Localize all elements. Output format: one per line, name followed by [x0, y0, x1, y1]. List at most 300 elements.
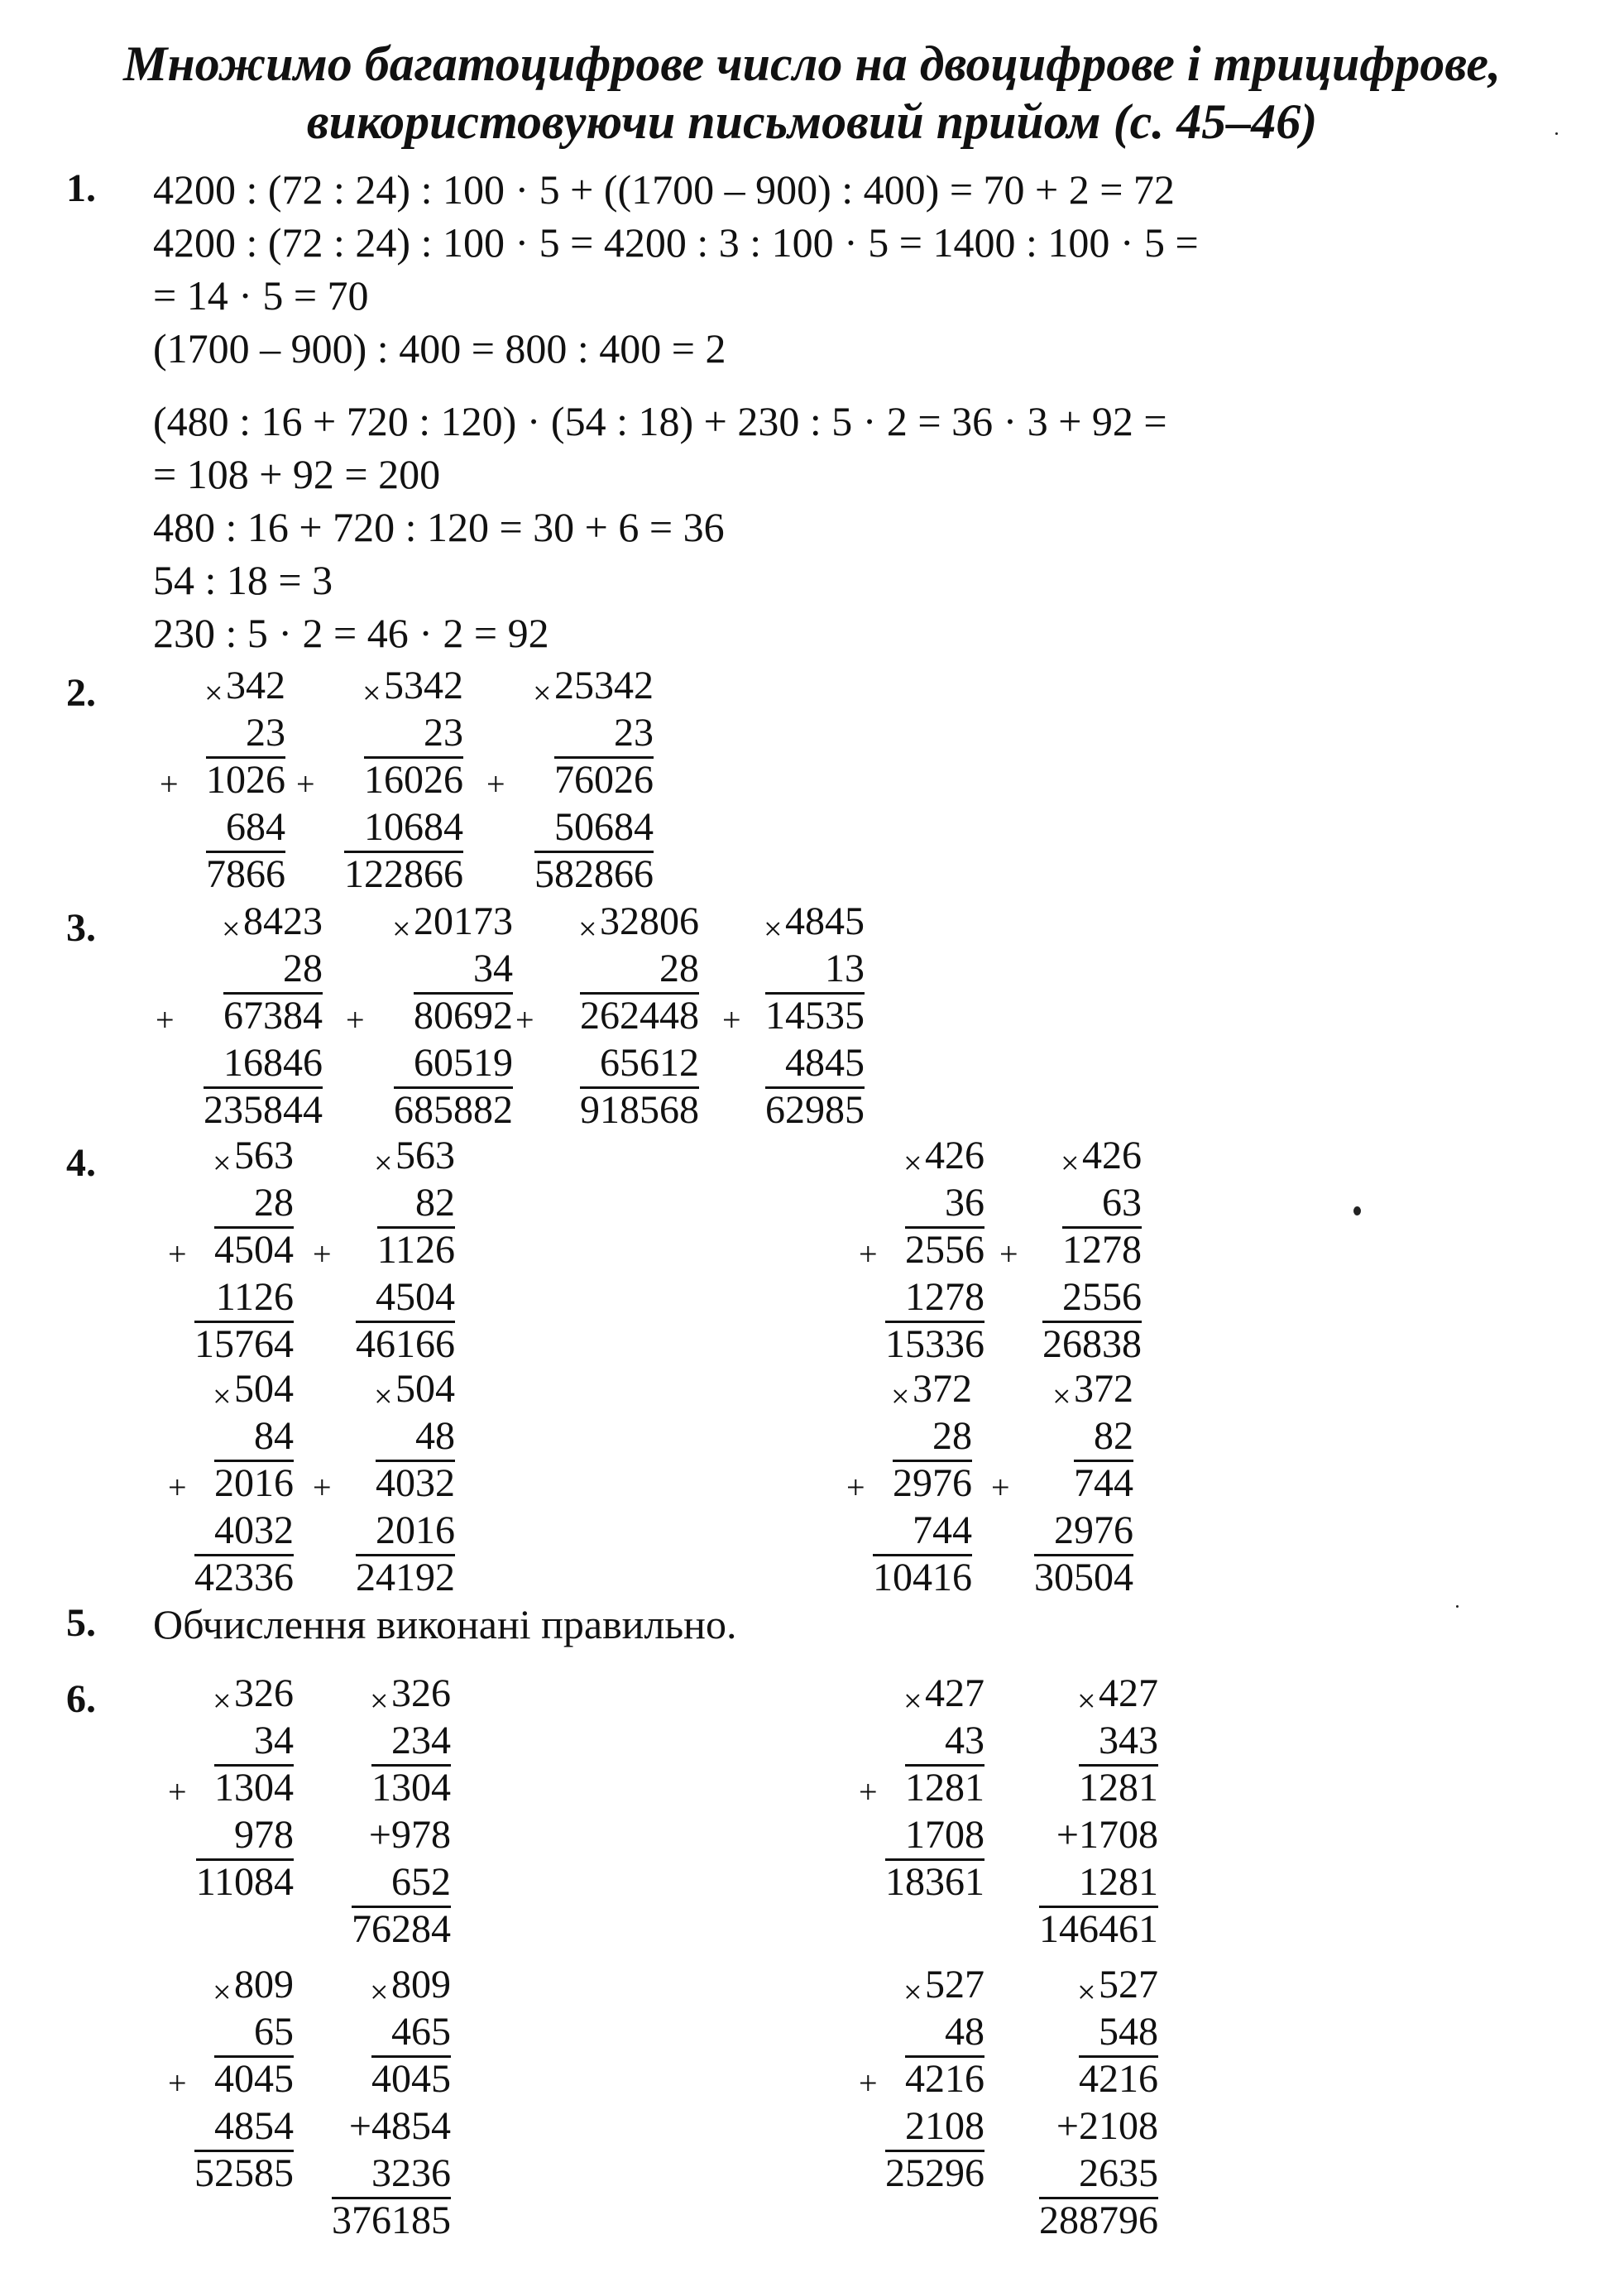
times-sign: ×	[1052, 1378, 1071, 1415]
partial-product: 4045	[371, 2057, 451, 2101]
calc-row	[186, 2102, 294, 2150]
calc-row	[865, 1460, 972, 1507]
partial-product: 2635	[1079, 2151, 1158, 2195]
product-result: 15336	[885, 1322, 984, 1366]
calc-row	[174, 1086, 323, 1134]
calc-row	[1018, 1273, 1142, 1321]
partial-product: 4504	[214, 1228, 294, 1272]
times-sign: ×	[370, 1973, 389, 2011]
partial-product: 1281	[1079, 1860, 1158, 1904]
partial-product: +2108	[1056, 2104, 1158, 2148]
partial-product: 3236	[371, 2151, 451, 2195]
calc-row	[327, 1811, 451, 1858]
column-multiplication	[1026, 1961, 1158, 2244]
calc-row	[186, 1365, 294, 1415]
multiplicand: 504	[234, 1367, 294, 1411]
calc-row	[877, 1811, 984, 1858]
calc-row	[877, 2102, 984, 2150]
task-1-line: 480 : 16 + 720 : 120 = 30 + 6 = 36	[153, 504, 725, 550]
multiplicand: 342	[226, 664, 285, 707]
calc-row	[327, 1764, 451, 1811]
task-1-line: 230 : 5 · 2 = 46 · 2 = 92	[153, 610, 549, 656]
partial-product: 1126	[215, 1275, 294, 1319]
calc-row	[865, 1554, 972, 1601]
multiplicand: 563	[234, 1134, 294, 1177]
partial-product: 652	[391, 1860, 451, 1904]
calc-row	[1026, 2055, 1158, 2102]
product-result: 25296	[885, 2151, 984, 2195]
calc-row	[186, 2008, 294, 2055]
calc-row	[174, 945, 323, 992]
calc-row	[327, 2102, 451, 2150]
calc-row	[331, 1412, 455, 1460]
partial-product: 2016	[376, 1508, 455, 1552]
multiplicand: 527	[1099, 1963, 1158, 2007]
calc-row	[331, 1273, 455, 1321]
partial-product: 50684	[554, 805, 654, 849]
calc-row	[331, 1365, 455, 1415]
multiplier: 34	[254, 1719, 294, 1762]
partial-product: 67384	[223, 994, 323, 1038]
calc-row	[877, 1179, 984, 1226]
product-result: 685882	[394, 1088, 513, 1132]
partial-product: 4032	[214, 1508, 294, 1552]
calc-row	[186, 1811, 294, 1858]
times-sign: ×	[213, 1378, 232, 1415]
column-multiplication	[296, 662, 463, 898]
task-2-number: 2.	[66, 671, 96, 715]
product-result: 288796	[1039, 2198, 1158, 2242]
calc-row	[865, 1365, 972, 1415]
partial-product: 1026	[206, 758, 285, 802]
column-multiplication	[327, 1670, 451, 1953]
multiplier: 48	[945, 2010, 984, 2054]
partial-product: 1708	[905, 1813, 984, 1857]
product-result: 42336	[194, 1556, 294, 1599]
plus-sign: +	[156, 1001, 175, 1038]
column-multiplication	[313, 1365, 455, 1601]
partial-product: 2976	[893, 1461, 972, 1505]
calc-row	[865, 1412, 972, 1460]
multiplicand: 563	[395, 1134, 455, 1177]
calc-row	[314, 756, 463, 803]
partial-product: 978	[234, 1813, 294, 1857]
plus-sign: +	[313, 1469, 332, 1506]
task-1-line: 4200 : (72 : 24) : 100 · 5 + ((1700 – 900) : 400) = 70 + 2 = 72	[153, 166, 1175, 213]
multiplier: 65	[254, 2010, 294, 2054]
plus-sign: +	[859, 1235, 878, 1273]
calc-row	[534, 1086, 699, 1134]
calc-row	[186, 1132, 294, 1182]
task-1-line: 54 : 18 = 3	[153, 557, 333, 603]
times-sign: ×	[370, 1682, 389, 1719]
scan-speck	[1353, 1206, 1361, 1215]
product-result: 582866	[534, 852, 654, 896]
column-multiplication	[1026, 1670, 1158, 1953]
multiplicand: 504	[395, 1367, 455, 1411]
calc-row	[1026, 1858, 1158, 1906]
column-multiplication	[859, 1670, 984, 1906]
partial-product: 1281	[1079, 1766, 1158, 1810]
plus-sign: +	[859, 1773, 878, 1810]
multiplier: 465	[391, 2010, 451, 2054]
times-sign: ×	[533, 674, 552, 712]
partial-product: 14535	[765, 994, 865, 1038]
task-6-number: 6.	[66, 1677, 96, 1721]
partial-product: 1304	[214, 1766, 294, 1810]
multiplier: 84	[254, 1414, 294, 1458]
calc-row	[1026, 1906, 1158, 1953]
partial-product: 4845	[785, 1041, 865, 1085]
partial-product: 2556	[1062, 1275, 1142, 1319]
calc-row	[740, 898, 865, 945]
partial-product: 4045	[214, 2057, 294, 2101]
calc-row	[1026, 2102, 1158, 2150]
partial-product: 10684	[364, 805, 463, 849]
calc-row	[505, 851, 654, 898]
calc-row	[534, 945, 699, 992]
times-sign: ×	[213, 1973, 232, 2011]
product-result: 15764	[194, 1322, 294, 1366]
times-sign: ×	[374, 1144, 393, 1182]
times-sign: ×	[578, 910, 597, 947]
calc-row	[186, 1554, 294, 1601]
times-sign: ×	[204, 674, 223, 712]
task-5-number: 5.	[66, 1601, 96, 1645]
calc-row	[327, 1858, 451, 1906]
calc-row	[505, 756, 654, 803]
calc-row	[1026, 1811, 1158, 1858]
calc-row	[331, 1554, 455, 1601]
multiplier: 28	[283, 947, 323, 990]
column-multiplication	[168, 1670, 294, 1906]
calc-row	[314, 662, 463, 712]
calc-row	[186, 1764, 294, 1811]
calc-row	[865, 1507, 972, 1554]
calc-row	[178, 803, 285, 851]
partial-product: 262448	[580, 994, 699, 1038]
partial-product: 744	[1074, 1461, 1133, 1505]
plus-sign: +	[722, 1001, 741, 1038]
task-5-text: Обчислення виконані правильно.	[153, 1601, 737, 1647]
calc-row	[1009, 1460, 1133, 1507]
multiplicand: 427	[1099, 1671, 1158, 1715]
product-result: 122866	[344, 852, 463, 896]
calc-row	[178, 709, 285, 756]
calc-row	[740, 945, 865, 992]
multiplier: 23	[246, 711, 285, 755]
column-multiplication	[999, 1132, 1142, 1368]
calc-row	[186, 1858, 294, 1906]
task-3-number: 3.	[66, 906, 96, 950]
partial-product: 684	[226, 805, 285, 849]
times-sign: ×	[903, 1144, 922, 1182]
task-1-line: 4200 : (72 : 24) : 100 · 5 = 4200 : 3 : 100 · 5 = 1400 : 100 · 5 =	[153, 219, 1199, 266]
product-result: 918568	[580, 1088, 699, 1132]
multiplier: 23	[614, 711, 654, 755]
plus-sign: +	[168, 1773, 187, 1810]
partial-product: 2108	[905, 2104, 984, 2148]
calc-row	[174, 898, 323, 945]
product-result: 146461	[1039, 1907, 1158, 1951]
scan-speck	[1456, 1605, 1459, 1608]
calc-row	[877, 2150, 984, 2197]
multiplier: 548	[1099, 2010, 1158, 2054]
multiplicand: 8423	[243, 899, 323, 943]
column-multiplication	[168, 1961, 294, 2197]
calc-row	[186, 2055, 294, 2102]
calc-row	[314, 803, 463, 851]
partial-product: +4854	[348, 2104, 451, 2148]
calc-row	[1018, 1179, 1142, 1226]
multiplicand: 809	[391, 1963, 451, 2007]
page-title-line-1: Множимо багатоцифрове число на двоцифрове і трицифрове,	[123, 36, 1501, 91]
calc-row	[740, 1039, 865, 1086]
calc-row	[364, 992, 513, 1039]
product-result: 7866	[206, 852, 285, 896]
partial-product: 2556	[905, 1228, 984, 1272]
calc-row	[877, 1273, 984, 1321]
column-multiplication	[991, 1365, 1133, 1601]
calc-row	[1009, 1412, 1133, 1460]
calc-row	[1026, 2008, 1158, 2055]
multiplicand: 809	[234, 1963, 294, 2007]
calc-row	[327, 1717, 451, 1764]
partial-product: 1278	[905, 1275, 984, 1319]
multiplier: 82	[415, 1181, 455, 1225]
calc-row	[1026, 2150, 1158, 2197]
partial-product: 16846	[223, 1041, 323, 1085]
product-result: 11084	[195, 1860, 294, 1904]
times-sign: ×	[1077, 1973, 1096, 2011]
product-result: 18361	[885, 1860, 984, 1904]
calc-row	[877, 1321, 984, 1368]
calc-row	[327, 2197, 451, 2244]
task-1-number: 1.	[66, 166, 96, 210]
calc-row	[877, 1226, 984, 1273]
calc-row	[505, 803, 654, 851]
calc-row	[877, 2008, 984, 2055]
multiplier: 34	[473, 947, 513, 990]
calc-row	[534, 898, 699, 945]
product-result: 26838	[1042, 1322, 1142, 1366]
multiplier: 43	[945, 1719, 984, 1762]
calc-row	[186, 1460, 294, 1507]
times-sign: ×	[891, 1378, 910, 1415]
multiplicand: 527	[925, 1963, 984, 2007]
plus-sign: +	[515, 1001, 534, 1038]
calc-row	[327, 2008, 451, 2055]
calc-row	[186, 1226, 294, 1273]
calc-row	[331, 1226, 455, 1273]
calc-row	[186, 1961, 294, 2011]
times-sign: ×	[1077, 1682, 1096, 1719]
calc-row	[1018, 1321, 1142, 1368]
times-sign: ×	[903, 1682, 922, 1719]
partial-product: 1304	[371, 1766, 451, 1810]
column-multiplication	[722, 898, 865, 1134]
calc-row	[186, 1717, 294, 1764]
partial-product: 4854	[214, 2104, 294, 2148]
plus-sign: +	[846, 1469, 865, 1506]
times-sign: ×	[362, 674, 381, 712]
plus-sign: +	[346, 1001, 365, 1038]
calc-row	[364, 945, 513, 992]
product-result: 376185	[332, 2198, 451, 2242]
partial-product: 65612	[600, 1041, 699, 1085]
column-multiplication	[160, 662, 285, 898]
plus-sign: +	[486, 765, 505, 803]
calc-row	[1026, 1717, 1158, 1764]
calc-row	[331, 1132, 455, 1182]
calc-row	[534, 992, 699, 1039]
column-multiplication	[168, 1365, 294, 1601]
scan-speck	[1555, 132, 1558, 135]
partial-product: +978	[368, 1813, 451, 1857]
partial-product: 2016	[214, 1461, 294, 1505]
calc-row	[186, 2150, 294, 2197]
multiplier: 63	[1102, 1181, 1142, 1225]
calc-row	[327, 1961, 451, 2011]
calc-row	[186, 1412, 294, 1460]
product-result: 24192	[356, 1556, 455, 1599]
partial-product: 76026	[554, 758, 654, 802]
calc-row	[331, 1321, 455, 1368]
times-sign: ×	[213, 1682, 232, 1719]
column-multiplication	[168, 1132, 294, 1368]
plus-sign: +	[296, 765, 315, 803]
multiplicand: 5342	[384, 664, 463, 707]
multiplier: 48	[415, 1414, 455, 1458]
multiplier: 82	[1094, 1414, 1133, 1458]
multiplicand: 326	[234, 1671, 294, 1715]
calc-row	[1018, 1226, 1142, 1273]
calc-row	[1009, 1554, 1133, 1601]
partial-product: 1281	[905, 1766, 984, 1810]
calc-row	[1026, 1764, 1158, 1811]
product-result: 46166	[356, 1322, 455, 1366]
task-4-number: 4.	[66, 1141, 96, 1185]
calc-row	[186, 1179, 294, 1226]
column-multiplication	[846, 1365, 972, 1601]
multiplier: 28	[932, 1414, 972, 1458]
partial-product: 16026	[364, 758, 463, 802]
column-multiplication	[486, 662, 654, 898]
multiplicand: 25342	[554, 664, 654, 707]
times-sign: ×	[903, 1973, 922, 2011]
multiplicand: 427	[925, 1671, 984, 1715]
multiplier: 23	[424, 711, 463, 755]
calc-row	[877, 1961, 984, 2011]
plus-sign: +	[991, 1469, 1010, 1506]
calc-row	[534, 1039, 699, 1086]
calc-row	[186, 1670, 294, 1717]
calc-row	[505, 662, 654, 712]
calc-row	[364, 898, 513, 945]
times-sign: ×	[764, 910, 783, 947]
calc-row	[327, 2150, 451, 2197]
product-result: 10416	[873, 1556, 972, 1599]
multiplier: 28	[254, 1181, 294, 1225]
calc-row	[314, 709, 463, 756]
calc-row	[174, 1039, 323, 1086]
calc-row	[331, 1179, 455, 1226]
calc-row	[877, 1717, 984, 1764]
task-1-line: (480 : 16 + 720 : 120) · (54 : 18) + 230 : 5 · 2 = 36 · 3 + 92 =	[153, 398, 1167, 444]
multiplicand: 426	[925, 1134, 984, 1177]
calc-row	[174, 992, 323, 1039]
multiplier: 13	[825, 947, 865, 990]
calc-row	[327, 1670, 451, 1717]
multiplier: 36	[945, 1181, 984, 1225]
calc-row	[186, 1321, 294, 1368]
multiplicand: 372	[913, 1367, 972, 1411]
partial-product: 60519	[414, 1041, 513, 1085]
calc-row	[877, 1858, 984, 1906]
product-result: 62985	[765, 1088, 865, 1132]
multiplicand: 32806	[600, 899, 699, 943]
partial-product: 4504	[376, 1275, 455, 1319]
multiplicand: 426	[1082, 1134, 1142, 1177]
product-result: 235844	[204, 1088, 323, 1132]
multiplier: 28	[659, 947, 699, 990]
calc-row	[1009, 1507, 1133, 1554]
calc-row	[1009, 1365, 1133, 1415]
calc-row	[178, 756, 285, 803]
calc-row	[740, 992, 865, 1039]
times-sign: ×	[213, 1144, 232, 1182]
calc-row	[327, 1906, 451, 1953]
page-title-line-2: використовуючи письмовий прийом (с. 45–46)	[306, 94, 1318, 149]
calc-row	[178, 851, 285, 898]
calc-row	[877, 1764, 984, 1811]
partial-product: 2976	[1054, 1508, 1133, 1552]
calc-row	[877, 1132, 984, 1182]
plus-sign: +	[168, 1469, 187, 1506]
plus-sign: +	[168, 1235, 187, 1273]
multiplicand: 372	[1074, 1367, 1133, 1411]
partial-product: +1708	[1056, 1813, 1158, 1857]
column-multiplication	[327, 1961, 451, 2244]
plus-sign: +	[313, 1235, 332, 1273]
task-1-line: = 14 · 5 = 70	[153, 272, 369, 319]
calc-row	[877, 1670, 984, 1717]
plus-sign: +	[168, 2064, 187, 2102]
times-sign: ×	[374, 1378, 393, 1415]
times-sign: ×	[1061, 1144, 1080, 1182]
product-result: 52585	[194, 2151, 294, 2195]
calc-row	[327, 2055, 451, 2102]
partial-product: 80692	[414, 994, 513, 1038]
calc-row	[186, 1507, 294, 1554]
partial-product: 4216	[1079, 2057, 1158, 2101]
product-result: 30504	[1034, 1556, 1133, 1599]
partial-product: 4032	[376, 1461, 455, 1505]
calc-row	[364, 1039, 513, 1086]
calc-row	[877, 2055, 984, 2102]
column-multiplication	[859, 1132, 984, 1368]
calc-row	[1026, 2197, 1158, 2244]
calc-row	[186, 1273, 294, 1321]
plus-sign: +	[859, 2064, 878, 2102]
calc-row	[1018, 1132, 1142, 1182]
column-multiplication	[515, 898, 699, 1134]
times-sign: ×	[392, 910, 411, 947]
plus-sign: +	[160, 765, 179, 803]
calc-row	[331, 1460, 455, 1507]
calc-row	[178, 662, 285, 712]
calc-row	[314, 851, 463, 898]
